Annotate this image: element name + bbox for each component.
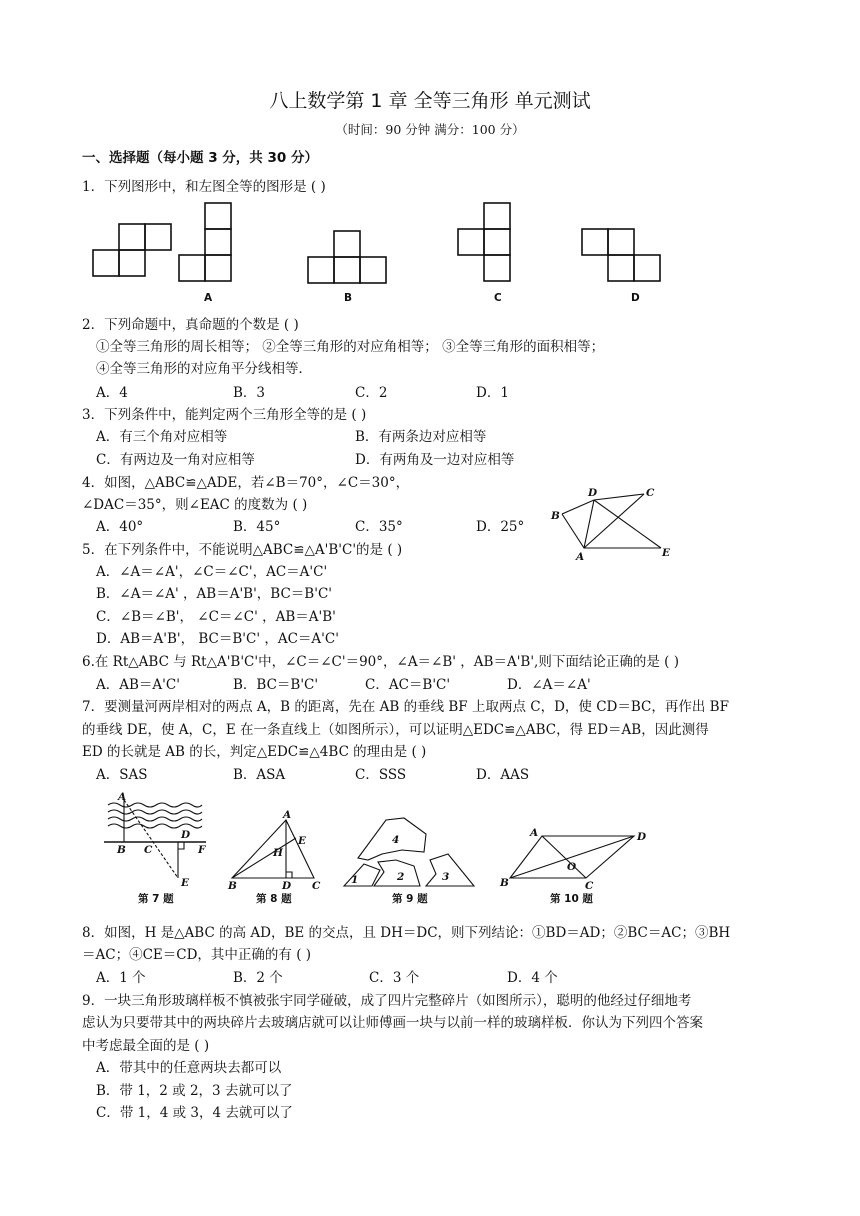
- q7-label-a: A: [118, 791, 127, 803]
- q1-label-b: B: [344, 292, 353, 304]
- q4-label-d: D: [588, 487, 598, 499]
- q3-option-d: D．有两角及一边对应相等: [355, 452, 515, 468]
- figures-row: [0, 790, 860, 915]
- q8-option-a: A．1 个: [96, 970, 146, 986]
- q7-option-b: B．ASA: [233, 767, 286, 783]
- q10-label-b: B: [500, 877, 509, 889]
- q1-option-b-shape: [308, 231, 386, 283]
- q7-stem-2: 的垂线 DE，使 A，C，E 在一条直线上（如图所示），可以证明△EDC≌△ABC，得 ED＝AB，因此测得: [82, 722, 709, 738]
- q1-option-a-shape: [179, 203, 231, 281]
- q2-option-b: B．3: [233, 385, 266, 401]
- q6-option-a: A．AB＝A'C': [96, 677, 180, 693]
- q8-label-d: D: [282, 880, 292, 892]
- exam-time-score: （时间：90 分钟 满分：100 分）: [335, 122, 525, 137]
- q4-label-e: E: [662, 547, 671, 559]
- q10-label-d: D: [637, 831, 647, 843]
- q8-option-b: B．2 个: [233, 970, 283, 986]
- q5-option-d: D．AB＝A'B'， BC＝B'C' ，AC＝A'C': [96, 631, 339, 647]
- q8-stem-1: 8．如图，H 是△ABC 的高 AD，BE 的交点，且 DH＝DC，则下列结论：①BD＝AD；②BC＝AC；③BH: [82, 925, 731, 941]
- q9-piece-2: 2: [397, 871, 405, 883]
- figure-q7: [104, 798, 206, 878]
- q10-label-a: A: [530, 827, 539, 839]
- q5-option-b: B．∠A＝∠A' ，AB＝A'B'，BC＝B'C': [96, 586, 332, 602]
- q2-statements-1: ①全等三角形的周长相等； ②全等三角形的对应角相等； ③全等三角形的面积相等；: [96, 339, 605, 355]
- q2-stem: 2．下列命题中，真命题的个数是 ( ): [82, 317, 299, 333]
- q7-label-f: F: [198, 844, 206, 856]
- q8-caption: 第 8 题: [256, 893, 292, 905]
- q2-option-a: A．4: [96, 385, 128, 401]
- q7-option-d: D．AAS: [476, 767, 530, 783]
- q8-label-b: B: [228, 880, 237, 892]
- q7-option-a: A．SAS: [96, 767, 148, 783]
- q4-option-d: D．25°: [476, 519, 525, 535]
- q4-option-c: C．35°: [355, 519, 403, 535]
- q7-label-e: E: [181, 877, 190, 889]
- q1-stem: 1．下列图形中，和左图全等的图形是 ( ): [82, 179, 326, 195]
- q1-option-d-shape: [582, 229, 660, 281]
- q5-option-c: C．∠B＝∠B'， ∠C＝∠C' ，AB＝A'B': [96, 609, 336, 625]
- q6-option-b: B．BC＝B'C': [233, 677, 319, 693]
- q7-caption: 第 7 题: [138, 893, 174, 905]
- q1-figures: [0, 195, 860, 315]
- q9-caption: 第 9 题: [392, 893, 428, 905]
- q4-stem-1: 4．如图，△ABC≌△ADE，若∠B＝70°，∠C＝30°，: [82, 475, 410, 491]
- q7-stem-3: ED 的长就是 AB 的长，判定△EDC≌△4BC 的理由是 ( ): [82, 744, 427, 760]
- q3-stem: 3．下列条件中，能判定两个三角形全等的是 ( ): [82, 407, 367, 423]
- q6-option-c: C．AC＝B'C': [365, 677, 451, 693]
- q10-label-o: O: [567, 861, 577, 873]
- q10-label-c: C: [585, 880, 594, 892]
- q8-label-e: E: [298, 835, 307, 847]
- q4-option-a: A．40°: [96, 519, 144, 535]
- q7-stem-1: 7．要测量河两岸相对的两点 A，B 的距离，先在 AB 的垂线 BF 上取两点 C，D，使 CD＝BC，再作出 BF: [82, 699, 729, 715]
- q1-option-c-shape: [458, 203, 510, 281]
- q1-label-a: A: [204, 292, 213, 304]
- q9-piece-3: 3: [442, 871, 450, 883]
- page-title: 八上数学第 1 章 全等三角形 单元测试: [269, 90, 591, 112]
- q4-option-b: B．45°: [233, 519, 281, 535]
- q6-stem: 6.在 Rt△ABC 与 Rt△A'B'C'中，∠C＝∠C'＝90°，∠A＝∠B' ，AB＝A'B',则下面结论正确的是 ( ): [82, 654, 679, 670]
- q9-option-c: C．带 1，4 或 3，4 去就可以了: [96, 1105, 293, 1121]
- q9-stem-3: 中考虑最全面的是 ( ): [82, 1038, 210, 1054]
- q4-label-a: A: [576, 551, 585, 563]
- q8-label-a: A: [283, 809, 292, 821]
- q3-option-b: B．有两条边对应相等: [355, 429, 487, 445]
- q5-stem: 5．在下列条件中，不能说明△ABC≌△A'B'C'的是 ( ): [82, 542, 403, 558]
- q1-reference-shape: [93, 224, 171, 276]
- q9-piece-1: 1: [351, 874, 359, 886]
- q2-statements-2: ④全等三角形的对应角平分线相等．: [96, 361, 312, 377]
- q10-caption: 第 10 题: [550, 893, 593, 905]
- q4-label-c: C: [646, 487, 655, 499]
- q1-label-d: D: [631, 292, 640, 304]
- figure-q9: [344, 818, 474, 886]
- q8-option-d: D．4 个: [507, 970, 558, 986]
- q8-option-c: C．3 个: [369, 970, 420, 986]
- q8-label-c: C: [312, 880, 321, 892]
- q1-label-c: C: [494, 292, 502, 304]
- q4-figure: [548, 482, 688, 562]
- q2-option-d: D．1: [476, 385, 509, 401]
- q6-option-d: D．∠A＝∠A': [507, 677, 591, 693]
- q2-option-c: C．2: [355, 385, 388, 401]
- q3-option-c: C．有两边及一角对应相等: [96, 452, 255, 468]
- q8-stem-2: ＝AC；④CE＝CD，其中正确的有 ( ): [82, 947, 312, 963]
- q7-label-b: B: [117, 844, 126, 856]
- q9-stem-2: 虑认为只要带其中的两块碎片去玻璃店就可以让师傅画一块与以前一样的玻璃样板．你认为下列四个答案: [82, 1015, 703, 1031]
- q8-label-h: H: [273, 847, 283, 859]
- q4-label-b: B: [551, 510, 560, 522]
- q4-stem-2: ∠DAC＝35°，则∠EAC 的度数为 ( ): [82, 497, 308, 513]
- q9-option-a: A．带其中的任意两块去都可以: [96, 1060, 282, 1076]
- q9-piece-4: 4: [392, 834, 400, 846]
- q7-label-d: D: [181, 829, 191, 841]
- q7-option-c: C．SSS: [355, 767, 407, 783]
- q7-label-c: C: [144, 844, 153, 856]
- q9-stem-1: 9．一块三角形玻璃样板不慎被张宇同学碰破，成了四片完整碎片（如图所示），聪明的他经过仔细地考: [82, 993, 692, 1009]
- q9-option-b: B．带 1，2 或 2，3 去就可以了: [96, 1083, 293, 1099]
- section-heading: 一、选择题（每小题 3 分，共 30 分）: [82, 150, 318, 166]
- q3-option-a: A．有三个角对应相等: [96, 429, 228, 445]
- q5-option-a: A．∠A＝∠A'，∠C＝∠C'，AC＝A'C': [96, 564, 328, 580]
